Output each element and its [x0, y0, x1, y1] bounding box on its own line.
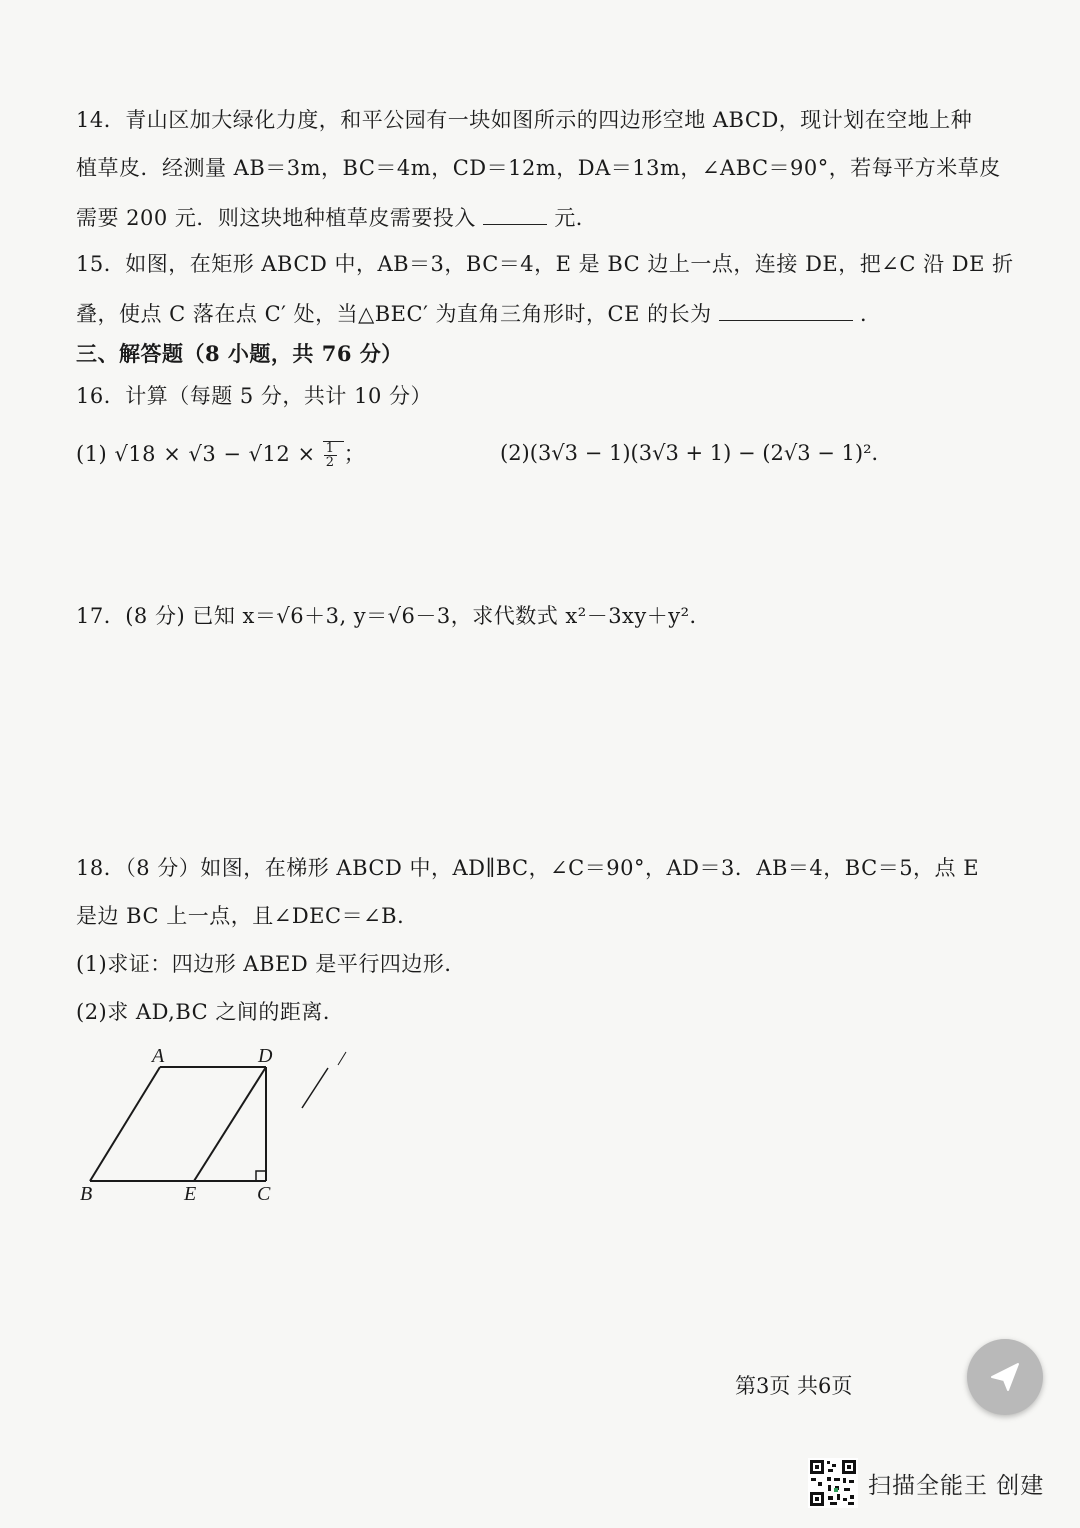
fraction	[324, 442, 337, 469]
back-button[interactable]	[967, 1339, 1043, 1415]
qr-code-icon	[808, 1458, 858, 1508]
scanner-watermark	[808, 1458, 1044, 1508]
sqrt-fraction	[323, 441, 344, 470]
segment-ab	[90, 1067, 160, 1181]
q16-p1-expr: √18 × √3 − √12 ×	[114, 442, 316, 466]
section-heading: 三、解答题（8 小题，共 76 分）	[76, 341, 403, 366]
label-c: C	[257, 1183, 271, 1205]
q14-line2: 植草皮．经测量 AB＝3m，BC＝4m，CD＝12m，DA＝13m，∠ABC＝90°，若每平方米草皮	[76, 156, 1001, 180]
q16-p1-label: (1)	[76, 442, 108, 466]
q15-line2-text: 叠，使点 C 落在点 C′ 处，当△BEC′ 为直角三角形时，CE 的长为	[76, 302, 712, 326]
answer-blank	[719, 298, 853, 321]
q17: 17．(8 分) 已知 x＝√6＋3, y＝√6－3，求代数式 x²－3xy＋y²．	[76, 604, 712, 628]
label-e: E	[184, 1183, 197, 1205]
q18-line2: 是边 BC 上一点，且∠DEC＝∠B．	[76, 904, 419, 928]
page-number: 第3页 共6页	[735, 1374, 853, 1398]
q16-part1	[76, 440, 365, 469]
q15-line2	[76, 298, 881, 328]
q14-line3-text: 需要 200 元．则这块地种植草皮需要投入	[76, 206, 476, 230]
q16-title: 16．计算（每题 5 分，共计 10 分）	[76, 384, 433, 408]
q14-line3	[76, 202, 597, 232]
q15-line2-end: ．	[859, 302, 882, 326]
segment-de	[194, 1067, 266, 1181]
stray-mark	[338, 1052, 346, 1065]
fraction-numerator: 1	[325, 441, 335, 456]
trapezoid-figure	[70, 1040, 370, 1210]
label-d: D	[258, 1045, 273, 1067]
q16-p1-end: ；	[343, 442, 366, 466]
q14-line1: 14．青山区加大绿化力度，和平公园有一块如图所示的四边形空地 ABCD，现计划在空地上种	[76, 108, 973, 132]
watermark-text: 扫描全能王 创建	[868, 1472, 1045, 1499]
back-arrow-icon	[988, 1360, 1022, 1394]
answer-blank	[483, 202, 547, 225]
q18-part1: (1)求证：四边形 ABED 是平行四边形．	[76, 952, 466, 976]
fraction-denominator: 2	[325, 455, 335, 470]
stray-mark	[302, 1068, 328, 1108]
q16-part2: (2)(3√3 − 1)(3√3 + 1) − (2√3 − 1)²．	[500, 441, 893, 465]
label-b: B	[80, 1183, 93, 1205]
label-a: A	[152, 1045, 165, 1067]
right-angle-mark	[256, 1171, 266, 1181]
q14-line3-end: 元．	[554, 206, 598, 230]
q18-line1: 18．（8 分）如图，在梯形 ABCD 中，AD∥BC，∠C＝90°，AD＝3．AB＝4，BC＝5，点 E	[76, 856, 980, 880]
q15-line1: 15．如图，在矩形 ABCD 中，AB＝3，BC＝4，E 是 BC 边上一点，连接 DE，把∠C 沿 DE 折	[76, 252, 1014, 276]
q18-part2: (2)求 AD,BC 之间的距离．	[76, 1000, 345, 1024]
